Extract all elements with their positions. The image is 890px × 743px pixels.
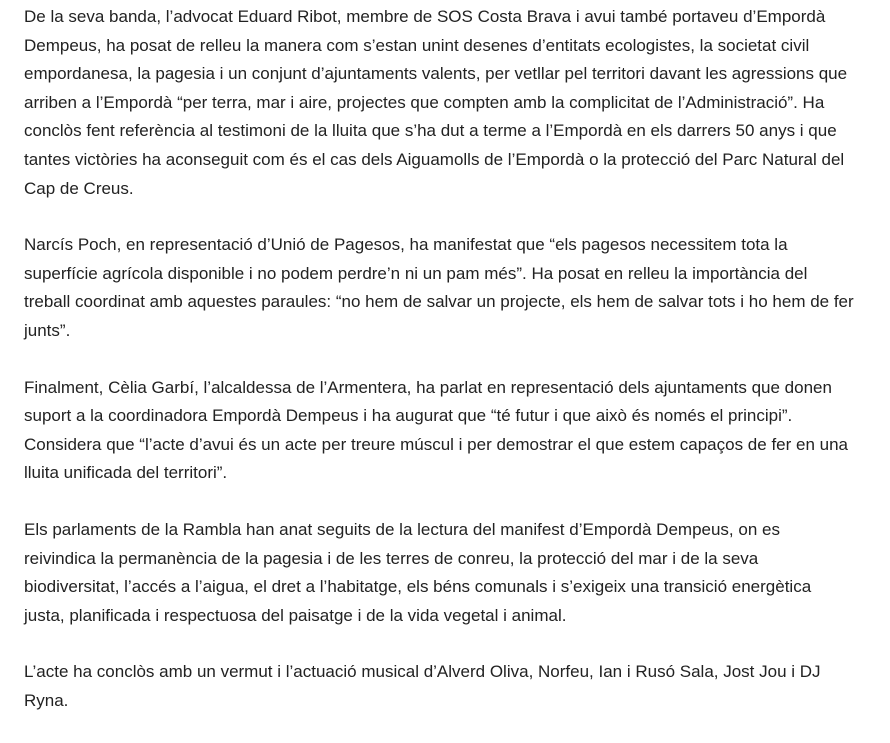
article-paragraph: Finalment, Cèlia Garbí, l’alcaldessa de l’Armentera, ha parlat en representació dels ajuntaments que donen suport a la coordinadora Empordà Dempeus i ha augurat que “té futur i que això és només el principi”. Considera que “l’acte d’avui és un acte per treure múscul i per demostrar el que estem capaços de fer en una lluita unificada del territori”. xyxy=(24,377,849,483)
article-body xyxy=(24,0,854,743)
article-paragraph: L’acte ha conclòs amb un vermut i l’actuació musical d’Alverd Oliva, Norfeu, Ian i Rusó Sala, Jost Jou i DJ Ryna. xyxy=(24,662,821,710)
article-paragraph: Els parlaments de la Rambla han anat seguits de la lectura del manifest d’Empordà Dempeus, on es reivindica la permanència de la pagesia i de les terres de conreu, la protecció del mar i de la seva biodiversitat, l’accés a l’aigua, el dret a l’habitatge, els béns comunals i s’exigeix una transició energètica justa, planificada i respectuosa del paisatge i de la vida vegetal i animal. xyxy=(24,519,812,625)
article-paragraph: De la seva banda, l’advocat Eduard Ribot, membre de SOS Costa Brava i avui també portaveu d’Empordà Dempeus, ha posat de relleu la manera com s’estan unint desenes d’entitats ecologistes, la societat civil empordanesa, la pagesia i un conjunt d’ajuntaments valents, per vetllar pel territori davant les agressions que arriben a l’Empordà “per terra, mar i aire, projectes que compten amb la complicitat de l’Administració”. Ha conclòs fent referència al testimoni de la lluita que s’ha dut a terme a l’Empordà en els darrers 50 anys i que tantes victòries ha aconseguit com és el cas dels Aiguamolls de l’Empordà o la protecció del Parc Natural del Cap de Creus. xyxy=(24,7,848,198)
article-paragraph: Narcís Poch, en representació d’Unió de Pagesos, ha manifestat que “els pagesos necessitem tota la superfície agrícola disponible i no podem perdre’n ni un pam més”. Ha posat en relleu la importància del treball coordinat amb aquestes paraules: “no hem de salvar un projecte, els hem de salvar tots i ho hem de fer junts”. xyxy=(24,235,854,340)
